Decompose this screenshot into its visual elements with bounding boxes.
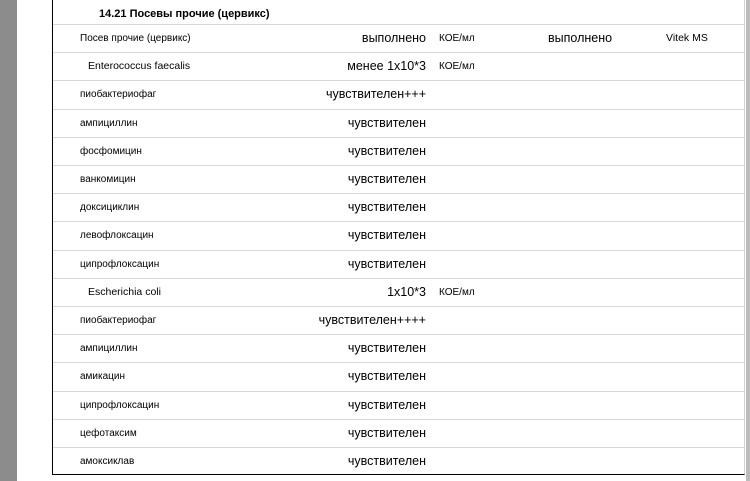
row-extra-value: выполнено [548,31,613,45]
section-title: 14.21 Посевы прочие (цервикс) [99,8,270,20]
row-test-name: Enterococcus faecalis [88,60,191,73]
table-row [53,334,744,362]
row-test-name: Escherichia coli [88,285,161,298]
table-row [53,278,744,306]
row-test-name: пиобактериофаг [80,89,157,101]
row-result-value: чувствителен [347,341,426,356]
row-result-value: чувствителен [347,397,426,412]
row-test-name: Посев прочие (цервикс) [80,33,191,44]
row-result-value: 1х10*3 [387,284,426,299]
row-test-name: ампициллин [80,343,138,355]
row-test-name: левофлоксацин [80,230,154,242]
row-test-name: пиобактериофаг [80,315,157,326]
table-row [53,24,744,52]
table-row [53,137,744,165]
table-row [53,447,744,475]
row-method: Vitek MS [666,32,708,44]
viewer-left-gutter [0,0,17,481]
row-result-value: выполнено [361,31,426,45]
row-unit: КОЕ/мл [439,33,475,44]
table-row [53,362,744,390]
table-row [53,193,744,221]
row-result-value: чувствителен [347,454,426,468]
row-test-name: ципрофлоксацин [80,258,160,270]
row-unit: КОЕ/мл [439,286,475,298]
row-result-value: чувствителен [347,115,426,130]
row-test-name: ампициллин [80,117,138,129]
table-row [53,306,744,334]
row-result-value: чувствителен [347,200,426,215]
table-row [53,419,744,447]
row-result-value: чувствителен [347,228,426,243]
viewer-right-edge [746,0,750,481]
table-row [53,221,744,249]
row-result-value: менее 1х10*3 [347,59,426,74]
row-test-name: фосфомицин [80,145,142,157]
row-test-name: доксициклин [80,202,140,214]
row-result-value: чувствителен [347,369,426,384]
table-row [53,80,744,108]
table-row [53,52,744,80]
row-test-name: ванкомицин [80,174,136,185]
row-result-value: чувствителен+++ [325,87,426,102]
row-test-name: амоксиклав [80,456,135,467]
row-unit: КОЕ/мл [439,61,475,73]
row-result-value: чувствителен [347,256,426,271]
table-row [53,165,744,193]
row-test-name: ципрофлоксацин [80,399,160,411]
row-test-name: цефотаксим [80,427,137,439]
row-result-value: чувствителен++++ [318,313,426,327]
row-result-value: чувствителен [347,172,426,186]
table-row [53,391,744,419]
row-result-value: чувствителен [347,425,426,440]
row-result-value: чувствителен [347,143,426,158]
table-row [53,109,744,137]
row-test-name: амикацин [80,371,126,383]
table-row [53,250,744,278]
